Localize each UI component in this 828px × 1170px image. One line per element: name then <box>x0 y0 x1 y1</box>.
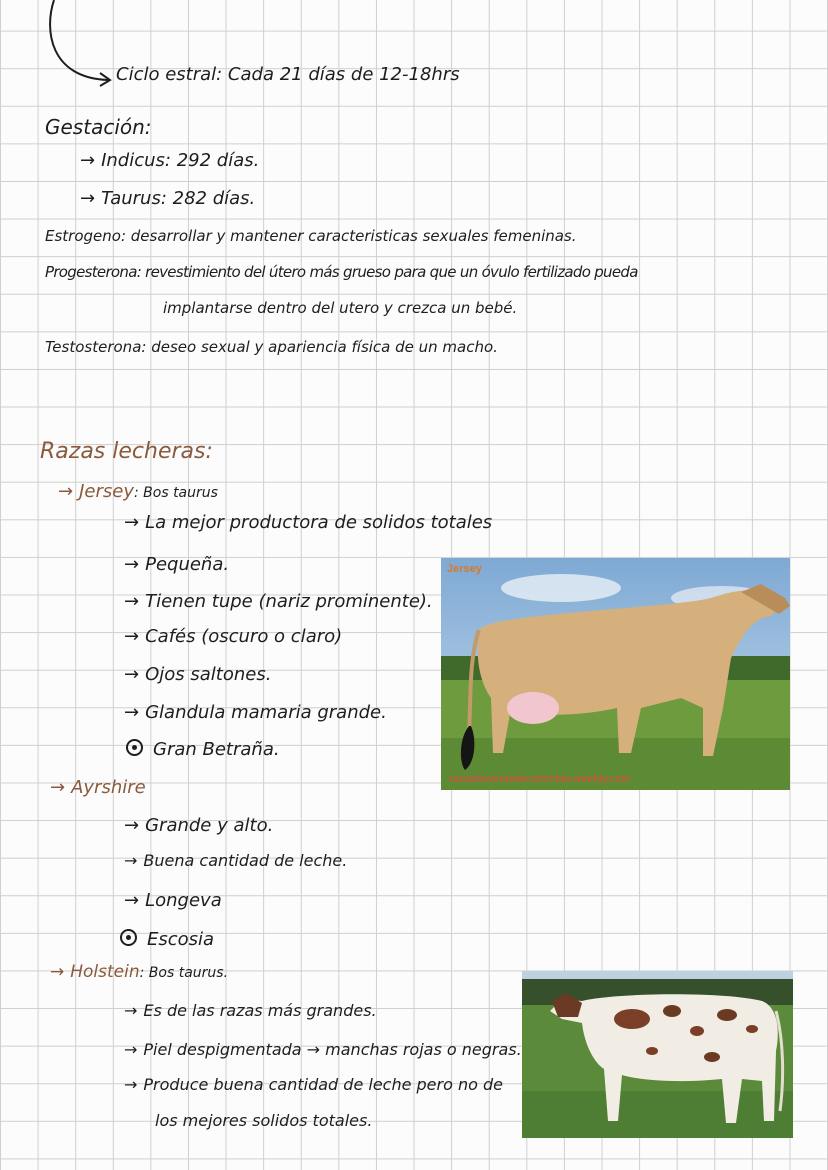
holstein-item-continued: los mejores solidos totales. <box>155 1111 373 1130</box>
holstein-heading <box>50 964 228 981</box>
arrow-icon: → <box>124 890 140 911</box>
jersey-name: Jersey <box>79 481 134 502</box>
arrow-icon: → <box>58 481 74 502</box>
jersey-item: → Ojos saltones. <box>124 664 272 685</box>
jersey-heading <box>58 483 218 501</box>
holstein-item: → Es de las razas más grandes. <box>124 1001 377 1020</box>
estrogeno-line: Estrogeno: desarrollar y mantener caracteristicas sexuales femeninas. <box>45 227 577 245</box>
curved-arrow-icon <box>40 0 120 90</box>
jersey-origin: Gran Betraña. <box>126 739 280 759</box>
arrow-icon: → <box>124 664 140 685</box>
jersey-item: → Pequeña. <box>124 554 230 575</box>
arrow-icon: → <box>80 150 96 171</box>
jersey-item: → Cafés (oscuro o claro) <box>124 626 343 647</box>
jersey-cow-photo <box>441 558 790 790</box>
jersey-item: → Tienen tupe (nariz prominente). <box>124 591 433 612</box>
gestacion-taurus: → Taurus: 282 días. <box>80 188 256 209</box>
arrow-icon: → <box>124 851 138 870</box>
progesterona-line-1: Progesterona: revestimiento del útero más grueso para que un óvulo fertilizado pueda <box>45 263 638 281</box>
ayrshire-item: → Grande y alto. <box>124 815 274 836</box>
arrow-icon: → <box>124 815 140 836</box>
holstein-item: → Produce buena cantidad de leche pero no de <box>124 1075 503 1094</box>
holstein-cow-photo <box>522 971 793 1138</box>
gestacion-title: Gestación: <box>45 115 152 139</box>
arrow-icon: → <box>80 188 96 209</box>
holstein-species: : Bos taurus. <box>139 965 229 981</box>
arrow-icon: → <box>50 962 65 982</box>
arrow-icon: → <box>124 591 140 612</box>
jersey-item: → La mejor productora de solidos totales <box>124 512 493 533</box>
arrow-icon: → <box>124 554 140 575</box>
jersey-photo-label: Jersey <box>447 563 482 575</box>
location-pin-icon <box>120 929 137 946</box>
holstein-item: → Piel despigmentada → manchas rojas o negras. <box>124 1040 522 1059</box>
ayrshire-origin: Escosia <box>120 929 214 949</box>
testosterona-line: Testosterona: deseo sexual y apariencia física de un macho. <box>45 338 498 356</box>
holstein-name: Holstein <box>70 962 140 982</box>
arrow-icon: → <box>124 702 140 723</box>
razas-title: Razas lecheras: <box>40 439 213 464</box>
ciclo-estral-line: Ciclo estral: Cada 21 días de 12-18hrs <box>116 64 460 85</box>
jersey-photo-watermark: razasbovinasdecolombia.weebly.com <box>449 773 631 785</box>
gestacion-indicus: → Indicus: 292 días. <box>80 150 260 171</box>
ayrshire-heading <box>50 779 146 797</box>
arrow-icon: → <box>124 1040 138 1059</box>
arrow-icon: → <box>124 1001 138 1020</box>
jersey-species: : Bos taurus <box>133 485 218 501</box>
arrow-icon: → <box>50 777 66 798</box>
location-pin-icon <box>126 739 143 756</box>
arrow-icon: → <box>124 512 140 533</box>
ayrshire-item: → Buena cantidad de leche. <box>124 851 348 870</box>
ayrshire-name: Ayrshire <box>71 777 146 798</box>
arrow-icon: → <box>124 626 140 647</box>
progesterona-line-2: implantarse dentro del utero y crezca un bebé. <box>163 299 518 317</box>
jersey-item: → Glandula mamaria grande. <box>124 702 387 723</box>
arrow-icon: → <box>124 1075 138 1094</box>
ayrshire-item: → Longeva <box>124 890 222 911</box>
